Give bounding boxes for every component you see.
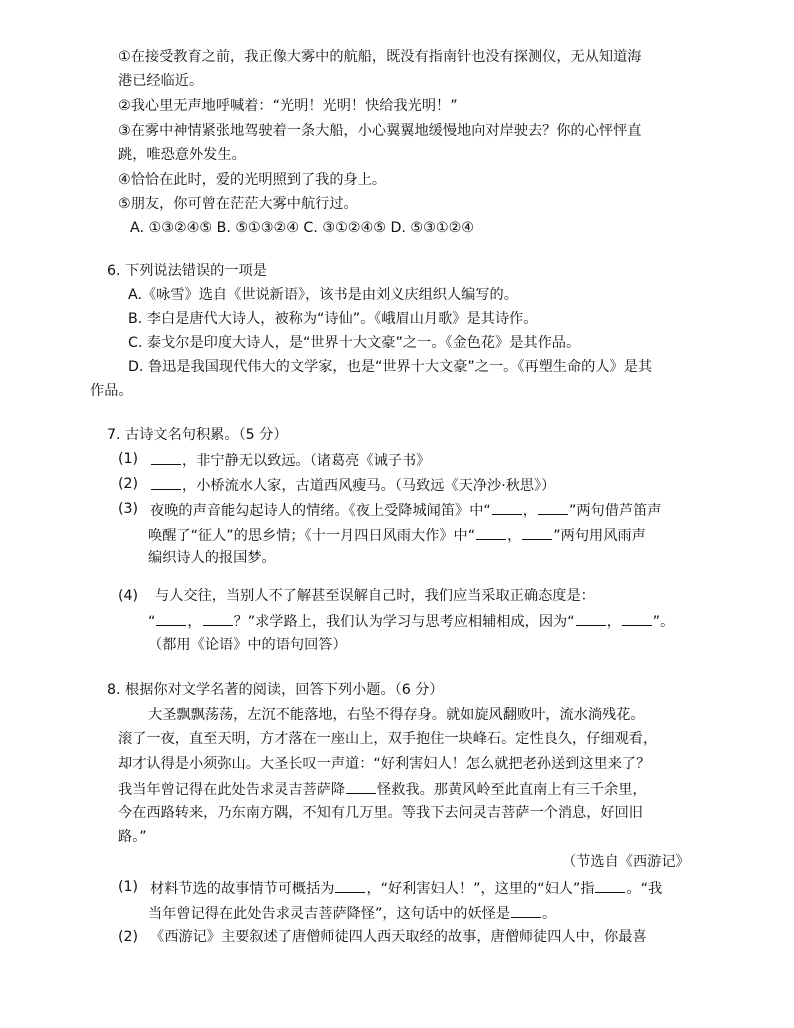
q8-passage-line-3: 却才认得是小须弥山。大圣长叹一声道：“好利害妇人！怎么就把老孙送到这里来了？	[118, 756, 651, 772]
q8-item-1-line-2: 当年曾记得在此处告求灵吉菩萨降怪”，这句话中的妖怪是 。	[148, 906, 557, 922]
q7-item-3-line-2: 唤醒了“征人”的思乡情；《十一月四日风雨大作》中“ ， ”两句用风雨声	[148, 528, 646, 544]
q8-source: （节选自《西游记》	[562, 854, 690, 870]
answer-blank[interactable]	[203, 613, 233, 626]
q7-item-4-line-3: （都用《论语》中的语句回答）	[148, 637, 347, 653]
q5-sentence-3-line-2: 跳，唯恐意外发生。	[118, 147, 246, 163]
answer-blank[interactable]	[622, 613, 652, 626]
q8-item-2-number: (2)	[118, 929, 139, 945]
q5-sentence-4: ④恰恰在此时，爱的光明照到了我的身上。	[118, 172, 387, 188]
answer-blank[interactable]	[151, 477, 181, 490]
q7-item-3-line-1: 夜晚的声音能勾起诗人的情绪。《夜上受降城闻笛》中“ ， ”两句借芦笛声	[150, 503, 662, 519]
q8-passage-line-6: 路。”	[118, 829, 147, 845]
q8-item-2-line-1: 《西游记》主要叙述了唐僧师徒四人西天取经的故事，唐僧师徒四人中，你最喜	[150, 929, 647, 945]
q6-stem: 6. 下列说法错误的一项是	[107, 263, 267, 279]
answer-blank[interactable]	[492, 502, 522, 515]
q5-sentence-3-line-1: ③在雾中神情紧张地驾驶着一条大船，小心翼翼地缓慢地向对岸驶去？你的心怦怦直	[118, 123, 642, 139]
answer-blank[interactable]	[151, 452, 181, 465]
q5-options: A. ①③②④⑤ B. ⑤①③②④ C. ③①②④⑤ D. ⑤③①②④	[130, 220, 475, 236]
q5-sentence-2: ②我心里无声地呼喊着：“光明！光明！快给我光明！”	[118, 98, 458, 114]
answer-blank[interactable]	[346, 781, 376, 794]
q6-option-c: C. 泰戈尔是印度大诗人，是“世界十大文豪”之一。《金色花》是其作品。	[128, 335, 581, 351]
q7-item-4-number: (4)	[118, 588, 139, 604]
q5-sentence-1-line-1: ①在接受教育之前，我正像大雾中的航船，既没有指南针也没有探测仪，无从知道海	[118, 49, 642, 65]
answer-blank[interactable]	[476, 527, 506, 540]
q8-item-1-line-1: 材料节选的故事情节可概括为 ，“好利害妇人！”，这里的“妇人”指 。“我	[150, 881, 663, 897]
q7-item-3-number: (3)	[118, 501, 139, 517]
q7-stem: 7. 古诗文名句积累。（5 分）	[107, 427, 288, 443]
q6-option-d-line-1: D. 鲁迅是我国现代伟大的文学家，也是“世界十大文豪”之一。《再塑生命的人》是其	[128, 359, 653, 375]
q7-item-1-number: (1)	[118, 451, 139, 467]
q8-passage-line-5: 今在西路转来，乃东南方隅，不知有几万里。等我下去问灵吉菩萨一个消息，好回旧	[118, 805, 643, 821]
q6-option-a: A.《咏雪》选自《世说新语》，该书是由刘义庆组织人编写的。	[128, 287, 518, 303]
q5-sentence-1-line-2: 港已经临近。	[118, 73, 204, 89]
q8-passage-line-2: 滚了一夜，直至天明，方才落在一座山上，双手抱住一块峰石。定性良久，仔细观看，	[118, 731, 658, 747]
answer-blank[interactable]	[538, 502, 568, 515]
answer-blank[interactable]	[156, 613, 186, 626]
q5-sentence-5: ⑤朋友，你可曾在茫茫大雾中航行过。	[118, 196, 358, 212]
answer-blank[interactable]	[522, 527, 552, 540]
q7-item-3-line-3: 编织诗人的报国梦。	[148, 550, 276, 566]
answer-blank[interactable]	[335, 880, 365, 893]
q7-item-2: ，小桥流水人家，古道西风瘦马。（马致远《天净沙·秋思》）	[150, 477, 555, 493]
q6-option-d-line-2: 作品。	[90, 383, 133, 399]
q8-passage-line-4: 我当年曾记得在此处告求灵吉菩萨降 怪救我。那黄风岭至此直南上有三千余里，	[118, 782, 647, 798]
q8-stem: 8. 根据你对文学名著的阅读，回答下列小题。（6 分）	[107, 682, 444, 698]
answer-blank[interactable]	[511, 905, 541, 918]
q7-item-4-line-2: “ ， ？”求学路上，我们认为学习与思考应相辅相成，因为“ ， ”。	[148, 614, 675, 630]
q8-item-1-number: (1)	[118, 879, 139, 895]
q6-option-b: B. 李白是唐代大诗人，被称为“诗仙”。《峨眉山月歌》是其诗作。	[128, 311, 538, 327]
answer-blank[interactable]	[595, 880, 625, 893]
q8-passage-line-1: 大圣飘飘荡荡，左沉不能落地，右坠不得存身。就如旋风翻败叶，流水淌残花。	[148, 707, 645, 723]
q7-item-4-line-1: 与人交往，当别人不了解甚至误解自己时，我们应当采取正确态度是：	[155, 588, 595, 604]
q7-item-2-number: (2)	[118, 476, 139, 492]
q7-item-1: ，非宁静无以致远。（诸葛亮《诫子书》	[150, 452, 430, 468]
answer-blank[interactable]	[576, 613, 606, 626]
